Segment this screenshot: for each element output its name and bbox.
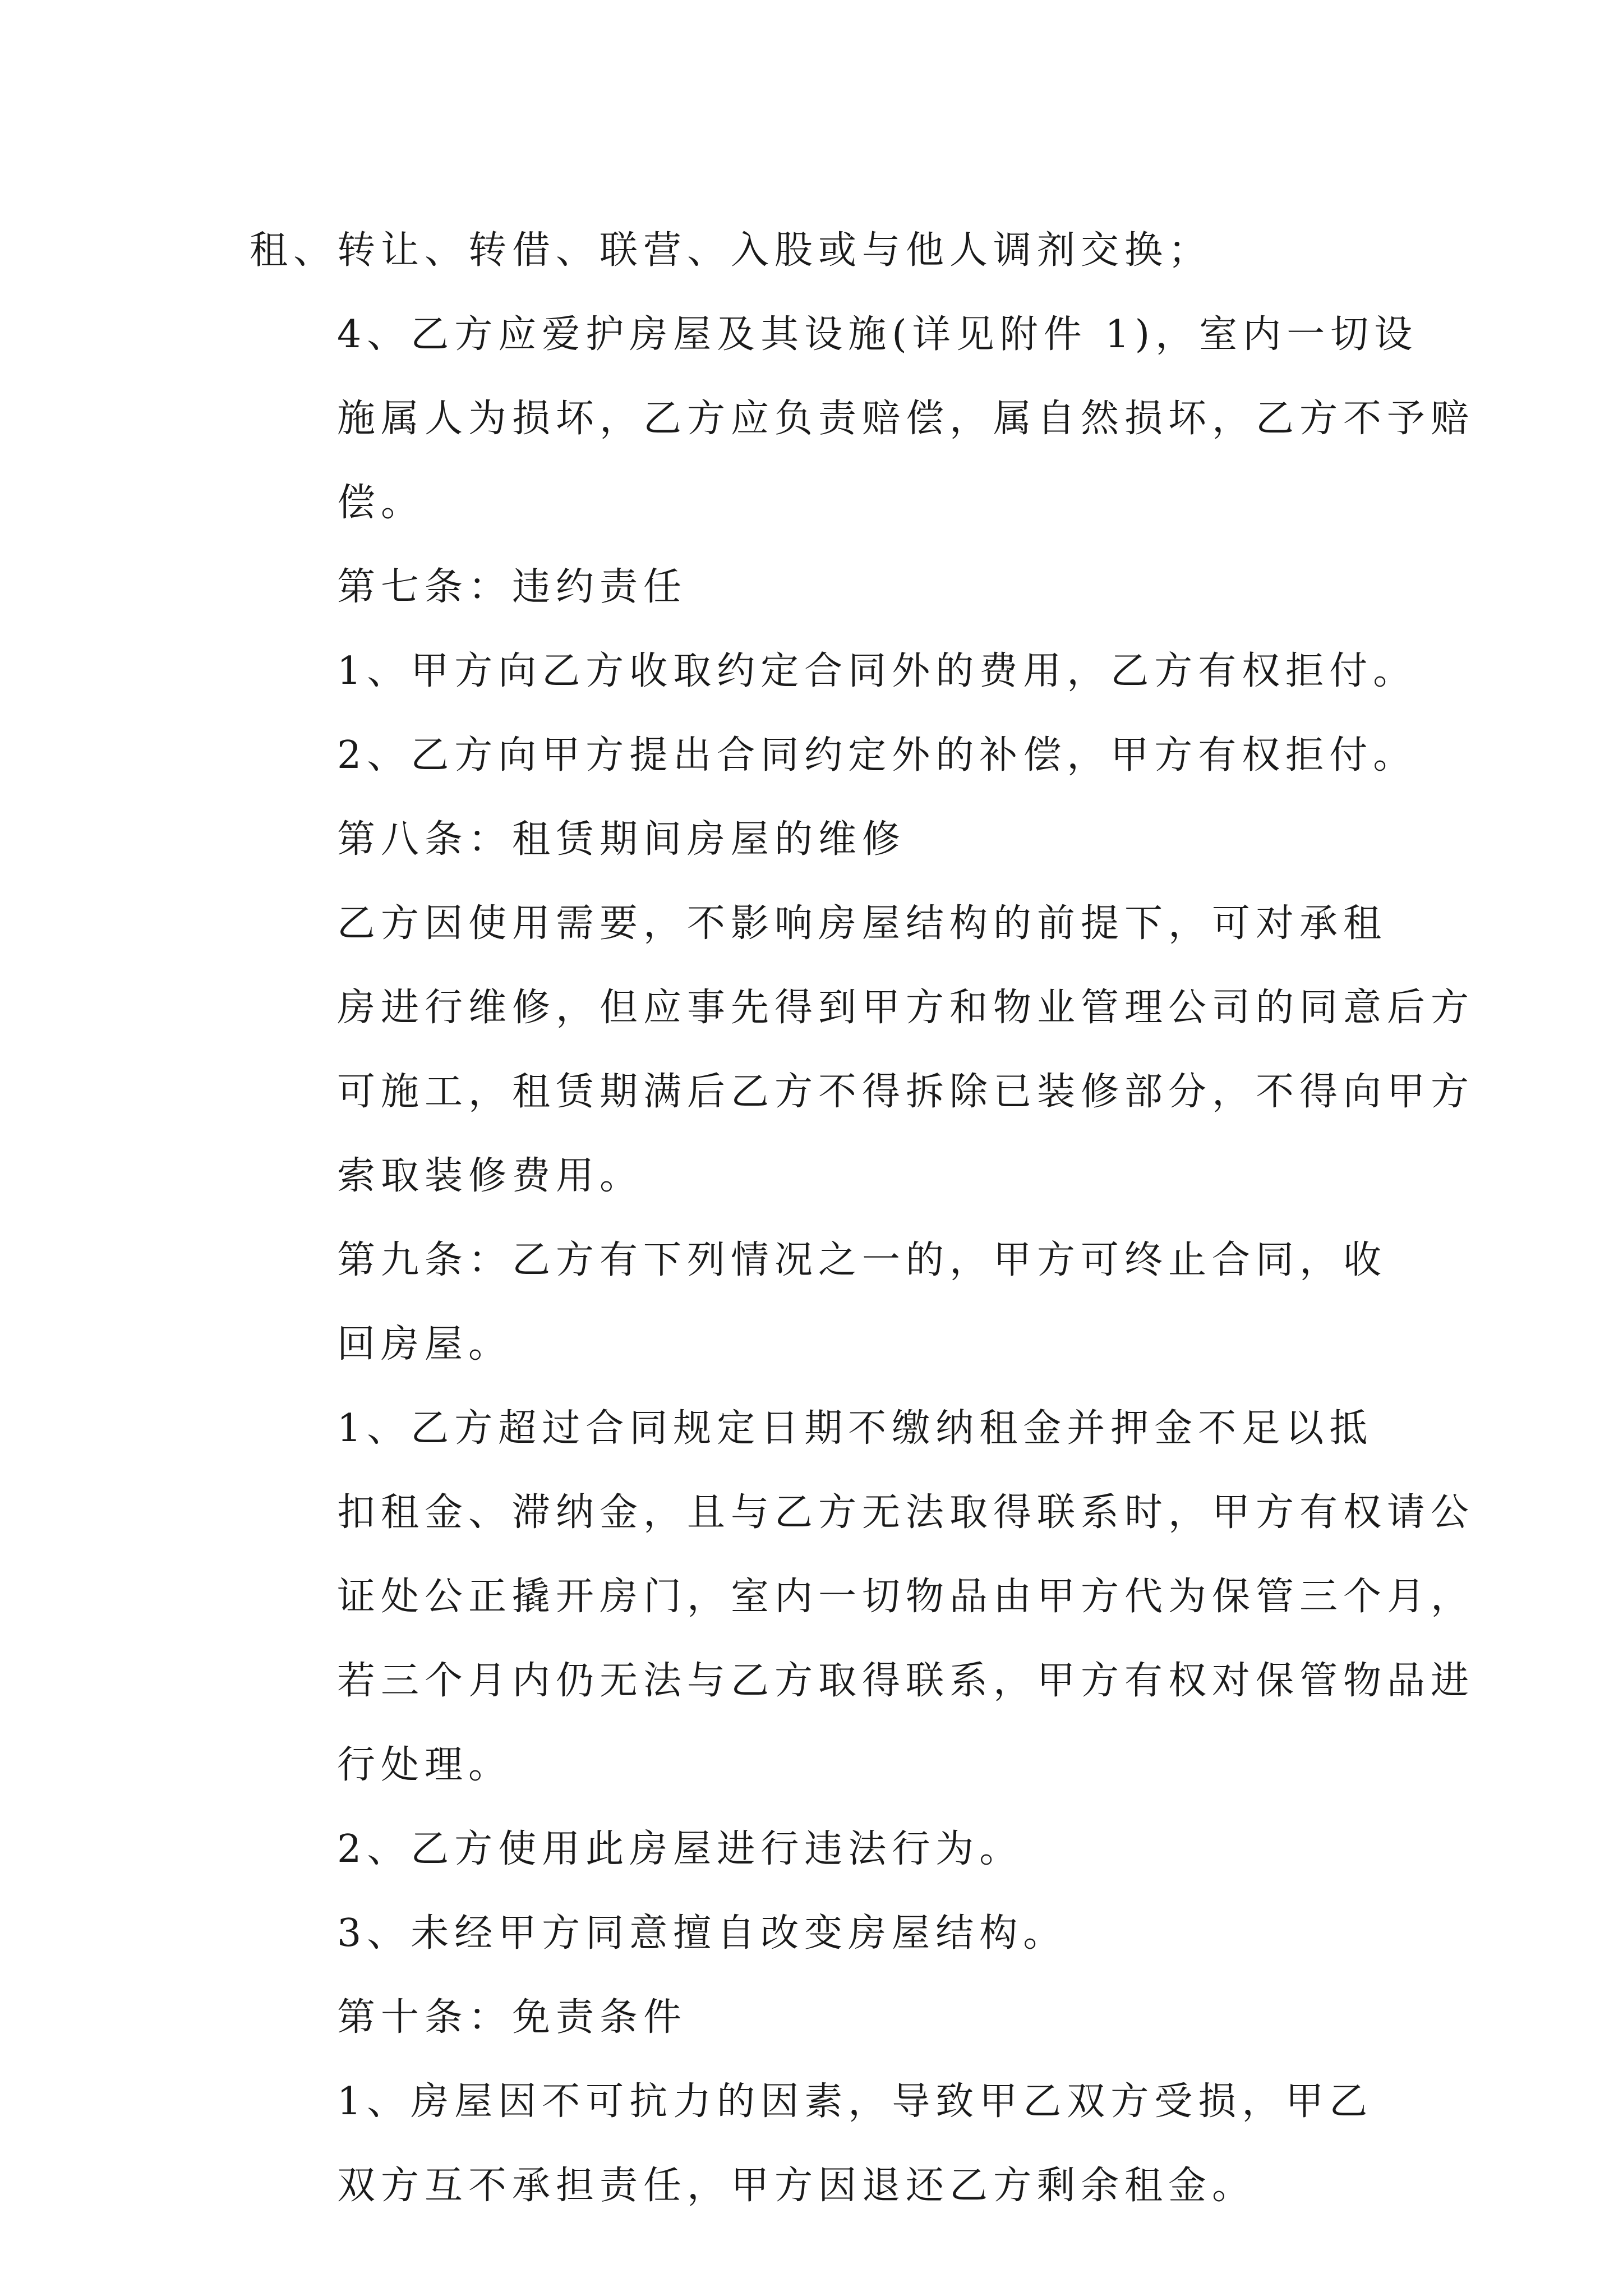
text-line: 偿。	[337, 481, 425, 525]
text-line: 回房屋。	[337, 1322, 513, 1366]
text-line: 租、转让、转借、联营、入股或与他人调剂交换；	[250, 228, 1212, 273]
text-line: 若三个月内仍无法与乙方取得联系，甲方有权对保管物品进	[337, 1659, 1475, 1703]
text-line: 行处理。	[337, 1743, 513, 1787]
text-line: 乙方因使用需要，不影响房屋结构的前提下，可对承租	[337, 901, 1387, 946]
paragraph	[250, 293, 1475, 545]
paragraph	[250, 1976, 1394, 2060]
paragraph	[250, 882, 1475, 1218]
paragraph	[250, 545, 1394, 629]
text-line: 双方互不承担责任，甲方因退还乙方剩余租金。	[337, 2164, 1256, 2208]
paragraph	[250, 798, 1394, 882]
text-line: 扣租金、滞纳金，且与乙方无法取得联系时，甲方有权请公	[337, 1490, 1475, 1535]
paragraph	[250, 209, 1394, 293]
document-body	[250, 209, 1475, 2228]
text-line: 可施工，租赁期满后乙方不得拆除已装修部分，不得向甲方	[337, 1070, 1475, 1114]
text-line: 1、甲方向乙方收取约定合同外的费用，乙方有权拒付。	[337, 649, 1417, 693]
paragraph	[250, 714, 1417, 798]
text-line: 第八条：租赁期间房屋的维修	[337, 817, 906, 862]
text-line: 施属人为损坏，乙方应负责赔偿，属自然损坏，乙方不予赔	[337, 397, 1475, 441]
text-line: 1、乙方超过合同规定日期不缴纳租金并押金不足以抵	[337, 1406, 1373, 1451]
text-line: 4、乙方应爱护房屋及其设施(详见附件 1)，室内一切设	[337, 312, 1418, 357]
paragraph	[250, 1387, 1475, 1807]
paragraph	[250, 1807, 1394, 1892]
text-line: 房进行维修，但应事先得到甲方和物业管理公司的同意后方	[337, 986, 1475, 1030]
text-line: 1、房屋因不可抗力的因素，导致甲乙双方受损，甲乙	[337, 2079, 1373, 2124]
paragraph	[250, 1892, 1394, 1976]
paragraph	[250, 2060, 1394, 2228]
text-line: 2、乙方使用此房屋进行违法行为。	[337, 1827, 1023, 1871]
text-line: 第九条：乙方有下列情况之一的，甲方可终止合同，收	[337, 1238, 1387, 1282]
text-line: 第十条：免责条件	[337, 1995, 688, 2040]
paragraph	[250, 1218, 1394, 1387]
text-line: 2、乙方向甲方提出合同约定外的补偿，甲方有权拒付。	[337, 733, 1417, 777]
paragraph	[250, 629, 1417, 714]
text-line: 证处公正撬开房门，室内一切物品由甲方代为保管三个月，	[337, 1575, 1475, 1619]
text-line: 索取装修费用。	[337, 1154, 644, 1198]
text-line: 3、未经甲方同意擅自改变房屋结构。	[337, 1911, 1067, 1955]
text-line: 第七条：违约责任	[337, 565, 688, 609]
